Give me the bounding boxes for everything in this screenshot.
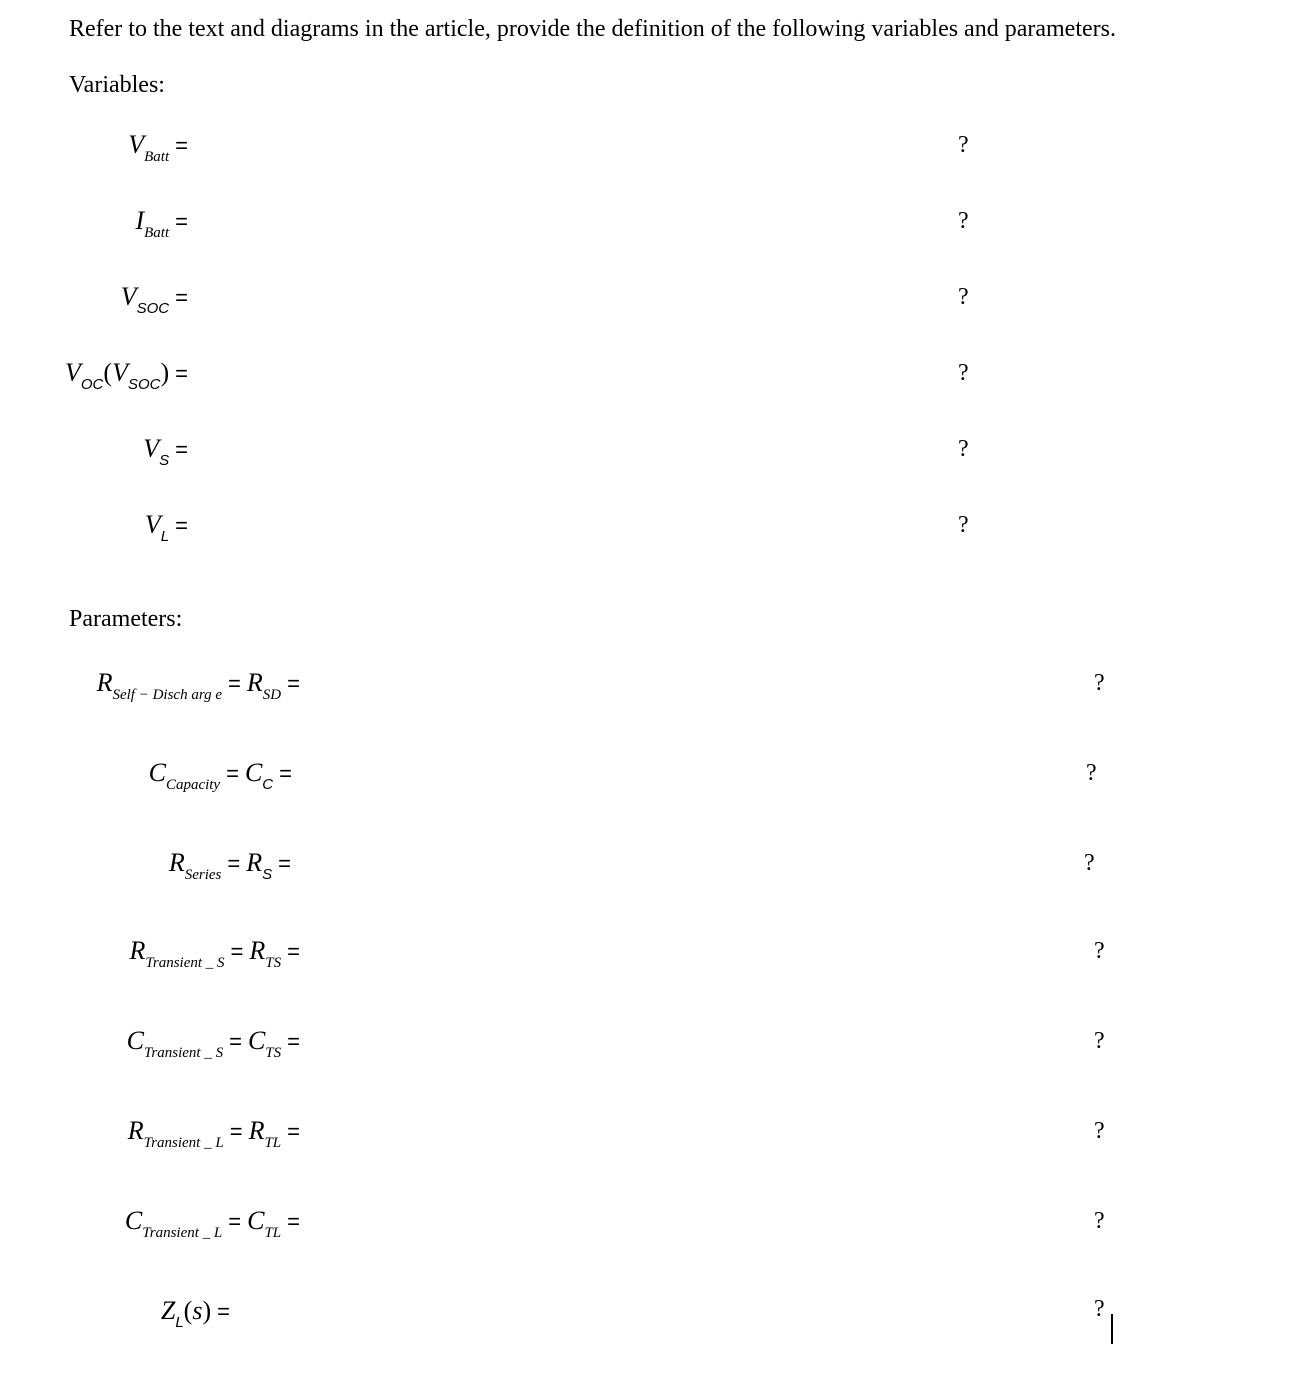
- equals-sign: =: [287, 939, 300, 964]
- alias-subscript: TL: [264, 1135, 282, 1151]
- alias-subscript: SD: [262, 687, 282, 703]
- answer-c-ts[interactable]: ?: [1094, 1028, 1105, 1054]
- equals-sign: =: [287, 1209, 300, 1234]
- equals-sign: =: [175, 133, 188, 158]
- answer-r-s[interactable]: ?: [1084, 850, 1095, 876]
- answer-r-tl[interactable]: ?: [1094, 1118, 1105, 1144]
- variables-heading: Variables:: [69, 72, 165, 98]
- symbol: R: [96, 668, 113, 697]
- variable-v-s: [143, 434, 194, 469]
- variable-i-batt: [135, 206, 194, 241]
- symbol: Z: [160, 1296, 176, 1325]
- subscript: Capacity: [165, 777, 221, 793]
- answer-r-sd[interactable]: ?: [1094, 670, 1105, 696]
- symbol: C: [148, 758, 166, 787]
- parameter-r-transient-s: [129, 936, 306, 971]
- alias-symbol: R: [246, 848, 263, 877]
- symbol: C: [124, 1206, 143, 1235]
- equals-sign: =: [175, 513, 188, 538]
- symbol: C: [126, 1026, 144, 1055]
- answer-r-ts[interactable]: ?: [1094, 938, 1105, 964]
- equals-sign: =: [230, 939, 244, 964]
- subscript: Transient _ L: [143, 1135, 224, 1151]
- equals-sign: =: [226, 761, 239, 786]
- equals-sign: =: [228, 671, 241, 696]
- parameter-c-capacity: [148, 758, 298, 793]
- alias-subscript: TS: [265, 955, 282, 971]
- parameter-z-l-s: [160, 1296, 236, 1331]
- paren-close: ): [202, 1296, 212, 1325]
- alias-symbol: R: [248, 1116, 265, 1145]
- subscript: L: [175, 1314, 184, 1331]
- subscript: SOC: [136, 300, 170, 317]
- paren-close: ): [160, 358, 170, 387]
- text-cursor: [1111, 1314, 1113, 1344]
- answer-v-soc[interactable]: ?: [958, 284, 969, 310]
- paren-open: (: [183, 1296, 193, 1325]
- equals-sign: =: [287, 671, 300, 696]
- equals-sign: =: [229, 1029, 242, 1054]
- parameter-r-series: [168, 848, 297, 883]
- equals-sign: =: [279, 761, 292, 786]
- variable-v-soc: [120, 282, 194, 317]
- alias-subscript: C: [262, 776, 274, 793]
- alias-symbol: R: [246, 668, 263, 697]
- subscript: Transient _ S: [143, 1045, 224, 1061]
- arg-subscript: SOC: [127, 376, 161, 393]
- instruction-text: Refer to the text and diagrams in the article, provide the definition of the following variables and parameters.: [69, 16, 1116, 42]
- symbol: R: [127, 1116, 144, 1145]
- subscript: L: [160, 528, 170, 545]
- answer-v-batt[interactable]: ?: [958, 132, 969, 158]
- alias-symbol: C: [244, 758, 263, 787]
- parameter-c-transient-s: [126, 1026, 306, 1061]
- answer-v-l[interactable]: ?: [958, 512, 969, 538]
- symbol: V: [120, 282, 137, 311]
- symbol: V: [65, 358, 81, 387]
- answer-i-batt[interactable]: ?: [958, 208, 969, 234]
- equals-sign: =: [217, 1299, 230, 1324]
- alias-symbol: C: [247, 1026, 266, 1055]
- arg-symbol: V: [112, 358, 128, 387]
- symbol: R: [168, 848, 185, 877]
- alias-symbol: R: [249, 936, 266, 965]
- subscript: Self − Disch arg e: [112, 687, 223, 703]
- answer-voc-vsoc[interactable]: ?: [958, 360, 969, 386]
- parameter-r-transient-l: [127, 1116, 306, 1151]
- answer-c-c[interactable]: ?: [1086, 760, 1097, 786]
- equals-sign: =: [175, 285, 188, 310]
- subscript: OC: [80, 376, 104, 393]
- answer-v-s[interactable]: ?: [958, 436, 969, 462]
- subscript: S: [159, 452, 170, 469]
- parameter-r-self-discharge: [96, 668, 306, 703]
- equals-sign: =: [278, 851, 291, 876]
- subscript: Series: [184, 867, 222, 883]
- subscript: Batt: [144, 225, 170, 241]
- arg-symbol: s: [192, 1296, 203, 1325]
- parameter-c-transient-l: [124, 1206, 306, 1241]
- alias-subscript: TL: [264, 1225, 282, 1241]
- alias-subscript: S: [262, 866, 273, 883]
- equals-sign: =: [175, 361, 188, 386]
- subscript: Transient _ L: [142, 1225, 223, 1241]
- answer-z-l[interactable]: ?: [1094, 1296, 1105, 1322]
- equals-sign: =: [229, 1119, 243, 1144]
- symbol: V: [144, 510, 161, 539]
- symbol: I: [135, 206, 145, 235]
- variable-v-batt: [128, 130, 194, 165]
- equals-sign: =: [227, 851, 241, 876]
- parameters-heading: Parameters:: [69, 606, 183, 632]
- alias-subscript: TS: [265, 1045, 282, 1061]
- symbol: R: [129, 936, 146, 965]
- equals-sign: =: [287, 1119, 300, 1144]
- paren-open: (: [103, 358, 113, 387]
- equals-sign: =: [175, 209, 188, 234]
- symbol: V: [143, 434, 160, 463]
- variable-v-l: [144, 510, 194, 545]
- subscript: Transient _ S: [145, 955, 225, 971]
- equals-sign: =: [228, 1209, 242, 1234]
- symbol: V: [128, 130, 145, 159]
- alias-symbol: C: [247, 1206, 265, 1235]
- subscript: Batt: [144, 149, 170, 165]
- answer-c-tl[interactable]: ?: [1094, 1208, 1105, 1234]
- equals-sign: =: [287, 1029, 300, 1054]
- variable-voc-vsoc: [65, 358, 194, 393]
- equals-sign: =: [175, 437, 188, 462]
